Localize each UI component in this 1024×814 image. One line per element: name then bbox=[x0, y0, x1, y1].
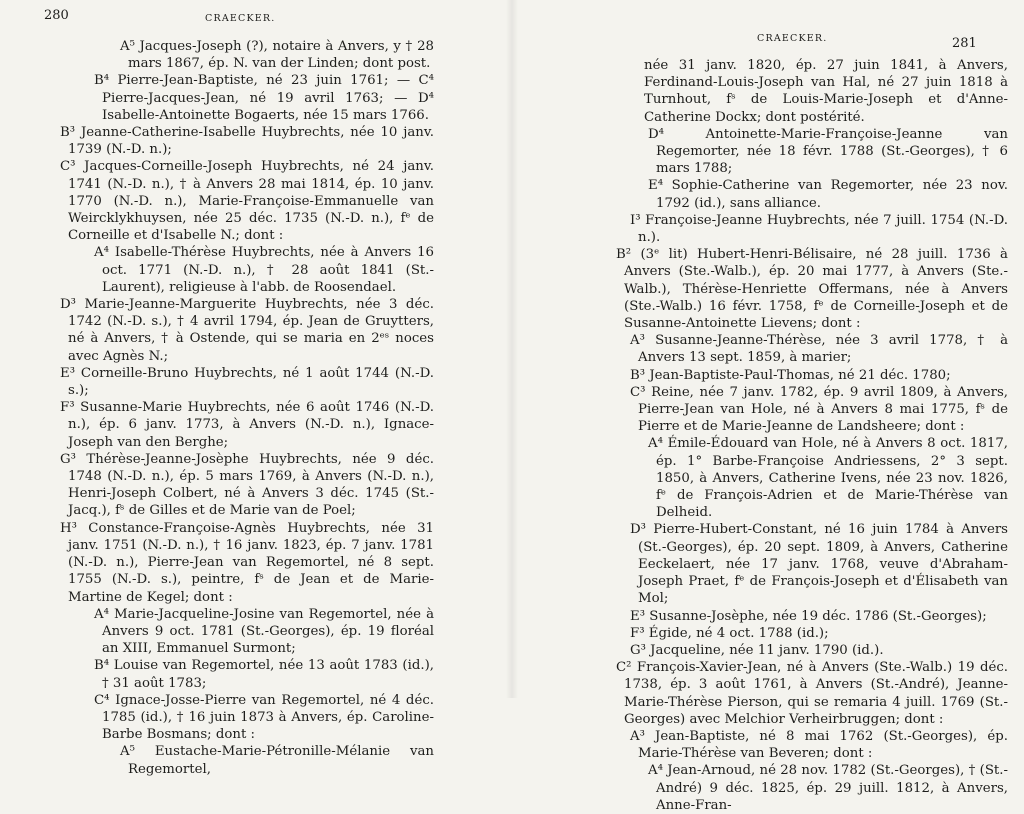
genealogy-entry: D³ Marie-Jeanne-Marguerite Huybrechts, née 3 déc. 1742 (N.-D. s.), † 4 avril 1794, ép. Jean de Gruytters, né à Anvers, † à Ostende, qui se maria en 2ᵉˢ noces avec Agnès N.; bbox=[60, 297, 434, 364]
genealogy-entry: A⁵ Jacques-Joseph (?), notaire à Anvers, y † 28 mars 1867, ép. N. van der Linden; dont post. bbox=[120, 39, 434, 72]
genealogy-entry: B² (3ᵉ lit) Hubert-Henri-Bélisaire, né 28 juill. 1736 à Anvers (Ste.-Walb.), ép. 20 mai 1777, à Anvers (Ste.-Walb.), Thérèse-Henriette Offermans, née à Anvers (Ste.-Walb.) 16 févr. 1758, fᵉ de Corneille-Joseph et de Susanne-Antoinette Lievens; dont : bbox=[616, 247, 1008, 332]
genealogy-entry: H³ Constance-Françoise-Agnès Huybrechts, née 31 janv. 1751 (N.-D. n.), † 16 janv. 1823, ép. 7 janv. 1781 (N.-D. n.), Pierre-Jean van Regemortel, né 8 sept. 1755 (N.-D. s.), peintre, fˢ de Jean et de Marie-Martine de Kegel; dont : bbox=[60, 520, 434, 605]
genealogy-entry: I³ Françoise-Jeanne Huybrechts, née 7 juill. 1754 (N.-D. n.). bbox=[630, 212, 1008, 246]
running-head-right: CRAECKER. bbox=[757, 33, 828, 44]
genealogy-entry: D⁴ Antoinette-Marie-Françoise-Jeanne van Regemorter, née 18 févr. 1788 (St.-Georges), † 6 mars 1788; bbox=[648, 126, 1008, 177]
genealogy-entry: A⁴ Émile-Édouard van Hole, né à Anvers 8 oct. 1817, ép. 1° Barbe-Françoise Andriessens, 2° 3 sept. 1850, à Anvers, Catherine Ivens, née 23 nov. 1826, fᵉ de François-Adrien et de Marie-Thérèse van Delheid. bbox=[648, 436, 1008, 521]
genealogy-entry: F³ Égide, né 4 oct. 1788 (id.); bbox=[630, 625, 829, 641]
left-page-body bbox=[30, 38, 434, 778]
genealogy-entry: G³ Jacqueline, née 11 janv. 1790 (id.). bbox=[630, 642, 884, 658]
page-number-left: 280 bbox=[44, 8, 69, 23]
genealogy-entry: B⁴ Louise van Regemortel, née 13 août 1783 (id.), † 31 août 1783; bbox=[94, 658, 434, 691]
running-head-left: CRAECKER. bbox=[205, 13, 276, 24]
genealogy-entry: née 31 janv. 1820, ép. 27 juin 1841, à Anvers, Ferdinand-Louis-Joseph van Hal, né 27 juin 1818 à Turnhout, fˢ de Louis-Marie-Joseph et d'Anne-Catherine Dockx; dont postérité. bbox=[644, 58, 1008, 125]
genealogy-entry: E⁴ Sophie-Catherine van Regemorter, née 23 nov. 1792 (id.), sans alliance. bbox=[648, 178, 1008, 211]
genealogy-entry: C³ Jacques-Corneille-Joseph Huybrechts, né 24 janv. 1741 (N.-D. n.), † à Anvers 28 mai 1814, ép. 10 janv. 1770 (N.-D. n.), Marie-Françoise-Emmanuelle van Weircklykhuysen, née 25 déc. 1735 (N.-D. n.), fᵉ de Corneille et d'Isabelle N.; dont : bbox=[60, 159, 434, 244]
left-page bbox=[0, 0, 512, 777]
genealogy-entry: B⁴ Pierre-Jean-Baptiste, né 23 juin 1761; — C⁴ Pierre-Jacques-Jean, né 19 avril 1763; — D⁴ Isabelle-Antoinette Bogaerts, née 15 mars 1766. bbox=[94, 73, 434, 123]
genealogy-entry: A⁴ Marie-Jacqueline-Josine van Regemortel, née à Anvers 9 oct. 1781 (St.-Georges), ép. 19 floréal an XIII, Emmanuel Surmont; bbox=[94, 606, 434, 657]
genealogy-entry: C⁴ Ignace-Josse-Pierre van Regemortel, né 4 déc. 1785 (id.), † 16 juin 1873 à Anvers, ép. Caroline-Barbe Bosmans; dont : bbox=[94, 692, 434, 743]
genealogy-entry: E³ Susanne-Josèphe, née 19 déc. 1786 (St.-Georges); bbox=[630, 608, 987, 624]
genealogy-entry: A⁴ Jean-Arnoud, né 28 nov. 1782 (St.-Georges), † (St.-André) 9 déc. 1825, ép. 29 juill. 1812, à Anvers, Anne-Fran- bbox=[648, 763, 1008, 813]
genealogy-entry: F³ Susanne-Marie Huybrechts, née 6 août 1746 (N.-D. n.), ép. 6 janv. 1773, à Anvers (N.-D. n.), Ignace-Joseph van den Berghe; bbox=[60, 400, 434, 450]
genealogy-entry: A⁵ Eustache-Marie-Pétronille-Mélanie van Regemortel, bbox=[120, 744, 434, 777]
page-number-right: 281 bbox=[952, 36, 977, 51]
genealogy-entry: G³ Thérèse-Jeanne-Josèphe Huybrechts, née 9 déc. 1748 (N.-D. n.), ép. 5 mars 1769, à Anvers (N.-D. n.), Henri-Joseph Colbert, né à Anvers 3 déc. 1745 (St.-Jacq.), fˢ de Gilles et de Marie van de Poel; bbox=[60, 451, 434, 519]
genealogy-entry: D³ Pierre-Hubert-Constant, né 16 juin 1784 à Anvers (St.-Georges), ép. 20 sept. 1809, à Anvers, Catherine Eeckelaert, née 17 janv. 1768, veuve d'Abraham-Joseph Praet, fᵉ de François-Joseph et d'Élisabeth van Mol; bbox=[630, 522, 1008, 607]
genealogy-entry: B³ Jean-Baptiste-Paul-Thomas, né 21 déc. 1780; bbox=[630, 367, 951, 383]
genealogy-entry: A³ Jean-Baptiste, né 8 mai 1762 (St.-Georges), ép. Marie-Thérèse van Beveren; dont : bbox=[630, 728, 1008, 762]
genealogy-entry: C³ Reine, née 7 janv. 1782, ép. 9 avril 1809, à Anvers, Pierre-Jean van Hole, né à Anvers 8 mai 1775, fˢ de Pierre et de Marie-Jeanne de Landsheere; dont : bbox=[630, 384, 1008, 435]
right-page-body bbox=[616, 57, 1008, 814]
genealogy-entry: A³ Susanne-Jeanne-Thérèse, née 3 avril 1778, † à Anvers 13 sept. 1859, à marier; bbox=[630, 333, 1008, 366]
genealogy-entry: E³ Corneille-Bruno Huybrechts, né 1 août 1744 (N.-D. s.); bbox=[60, 365, 434, 399]
genealogy-entry: A⁴ Isabelle-Thérèse Huybrechts, née à Anvers 16 oct. 1771 (N.-D. n.), † 28 août 1841 (St.-Laurent), religieuse à l'abb. de Roosendael. bbox=[94, 245, 434, 295]
genealogy-entry: C² François-Xavier-Jean, né à Anvers (Ste.-Walb.) 19 déc. 1738, ép. 3 août 1761, à Anvers (St.-André), Jeanne-Marie-Thérèse Pierson, qui se remaria 4 juill. 1769 (St.-Georges) avec Melchior Verheirbruggen; dont : bbox=[616, 660, 1008, 727]
right-page bbox=[512, 0, 1024, 813]
genealogy-entry: B³ Jeanne-Catherine-Isabelle Huybrechts, née 10 janv. 1739 (N.-D. n.); bbox=[60, 125, 434, 158]
